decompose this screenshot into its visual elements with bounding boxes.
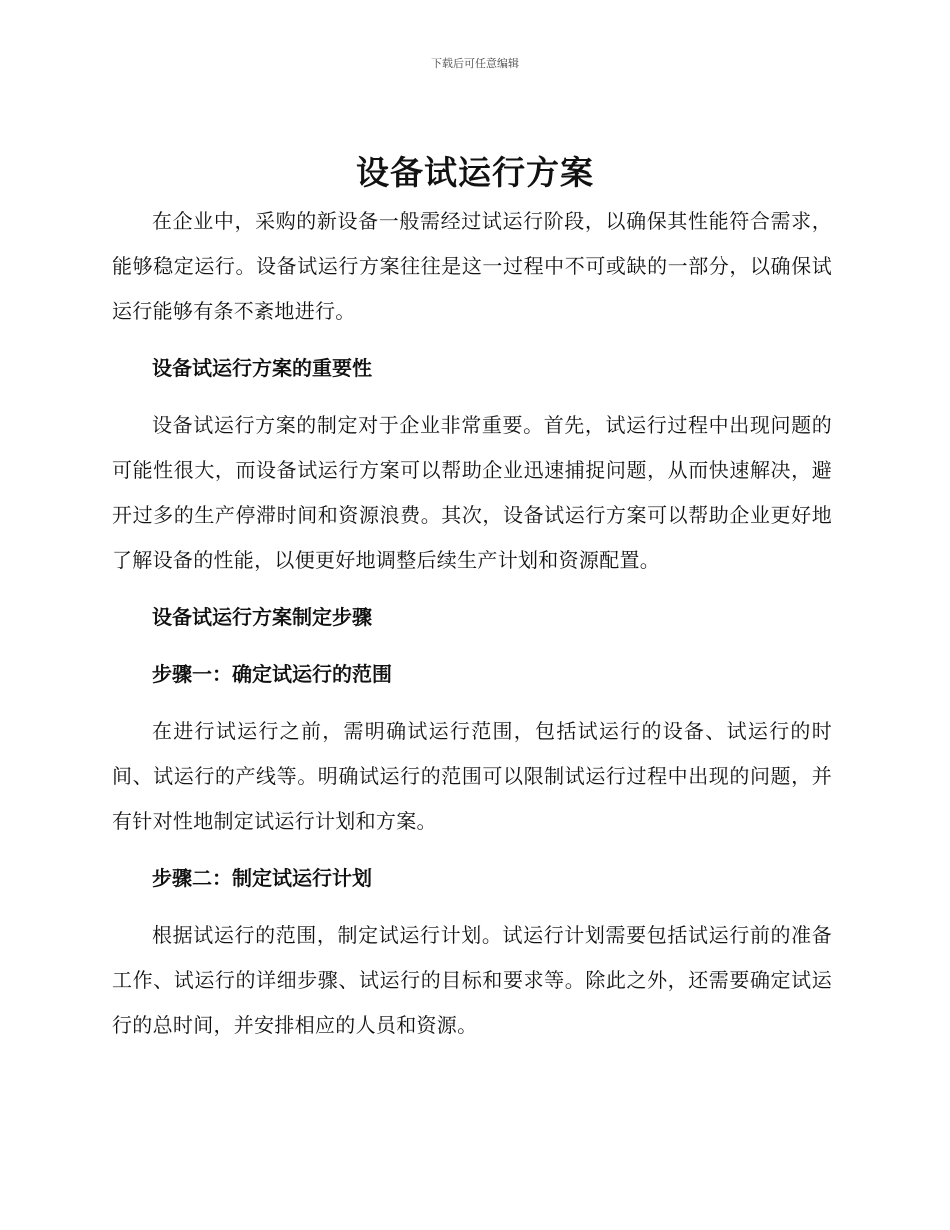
step1-paragraph: 在进行试运行之前，需明确试运行范围，包括试运行的设备、试运行的时间、试运行的产线等。明确试运行的范围可以限制试运行过程中出现的问题，并有针对性地制定试运行计划和方案。 [112, 719, 832, 833]
importance-paragraph: 设备试运行方案的制定对于企业非常重要。首先，试运行过程中出现问题的可能性很大，而设备试运行方案可以帮助企业迅速捕捉问题，从而快速解决，避开过多的生产停滞时间和资源浪费。其次，设备试运行方案可以帮助企业更好地了解设备的性能，以便更好地调整后续生产计划和资源配置。 [112, 413, 832, 572]
step2-heading: 步骤二：制定试运行计划 [152, 866, 372, 890]
steps-heading: 设备试运行方案制定步骤 [152, 605, 372, 629]
step1-heading: 步骤一：确定试运行的范围 [152, 662, 392, 686]
step2-paragraph: 根据试运行的范围，制定试运行计划。试运行计划需要包括试运行前的准备工作、试运行的详细步骤、试运行的目标和要求等。除此之外，还需要确定试运行的总时间，并安排相应的人员和资源。 [112, 923, 832, 1037]
document-body [112, 199, 832, 1048]
document-title: 设备试运行方案 [356, 153, 594, 192]
importance-heading: 设备试运行方案的重要性 [152, 356, 372, 380]
header-note: 下载后可任意编辑 [431, 57, 519, 70]
intro-paragraph: 在企业中，采购的新设备一般需经过试运行阶段，以确保其性能符合需求，能够稳定运行。设备试运行方案往往是这一过程中不可或缺的一部分，以确保试运行能够有条不紊地进行。 [112, 209, 832, 323]
